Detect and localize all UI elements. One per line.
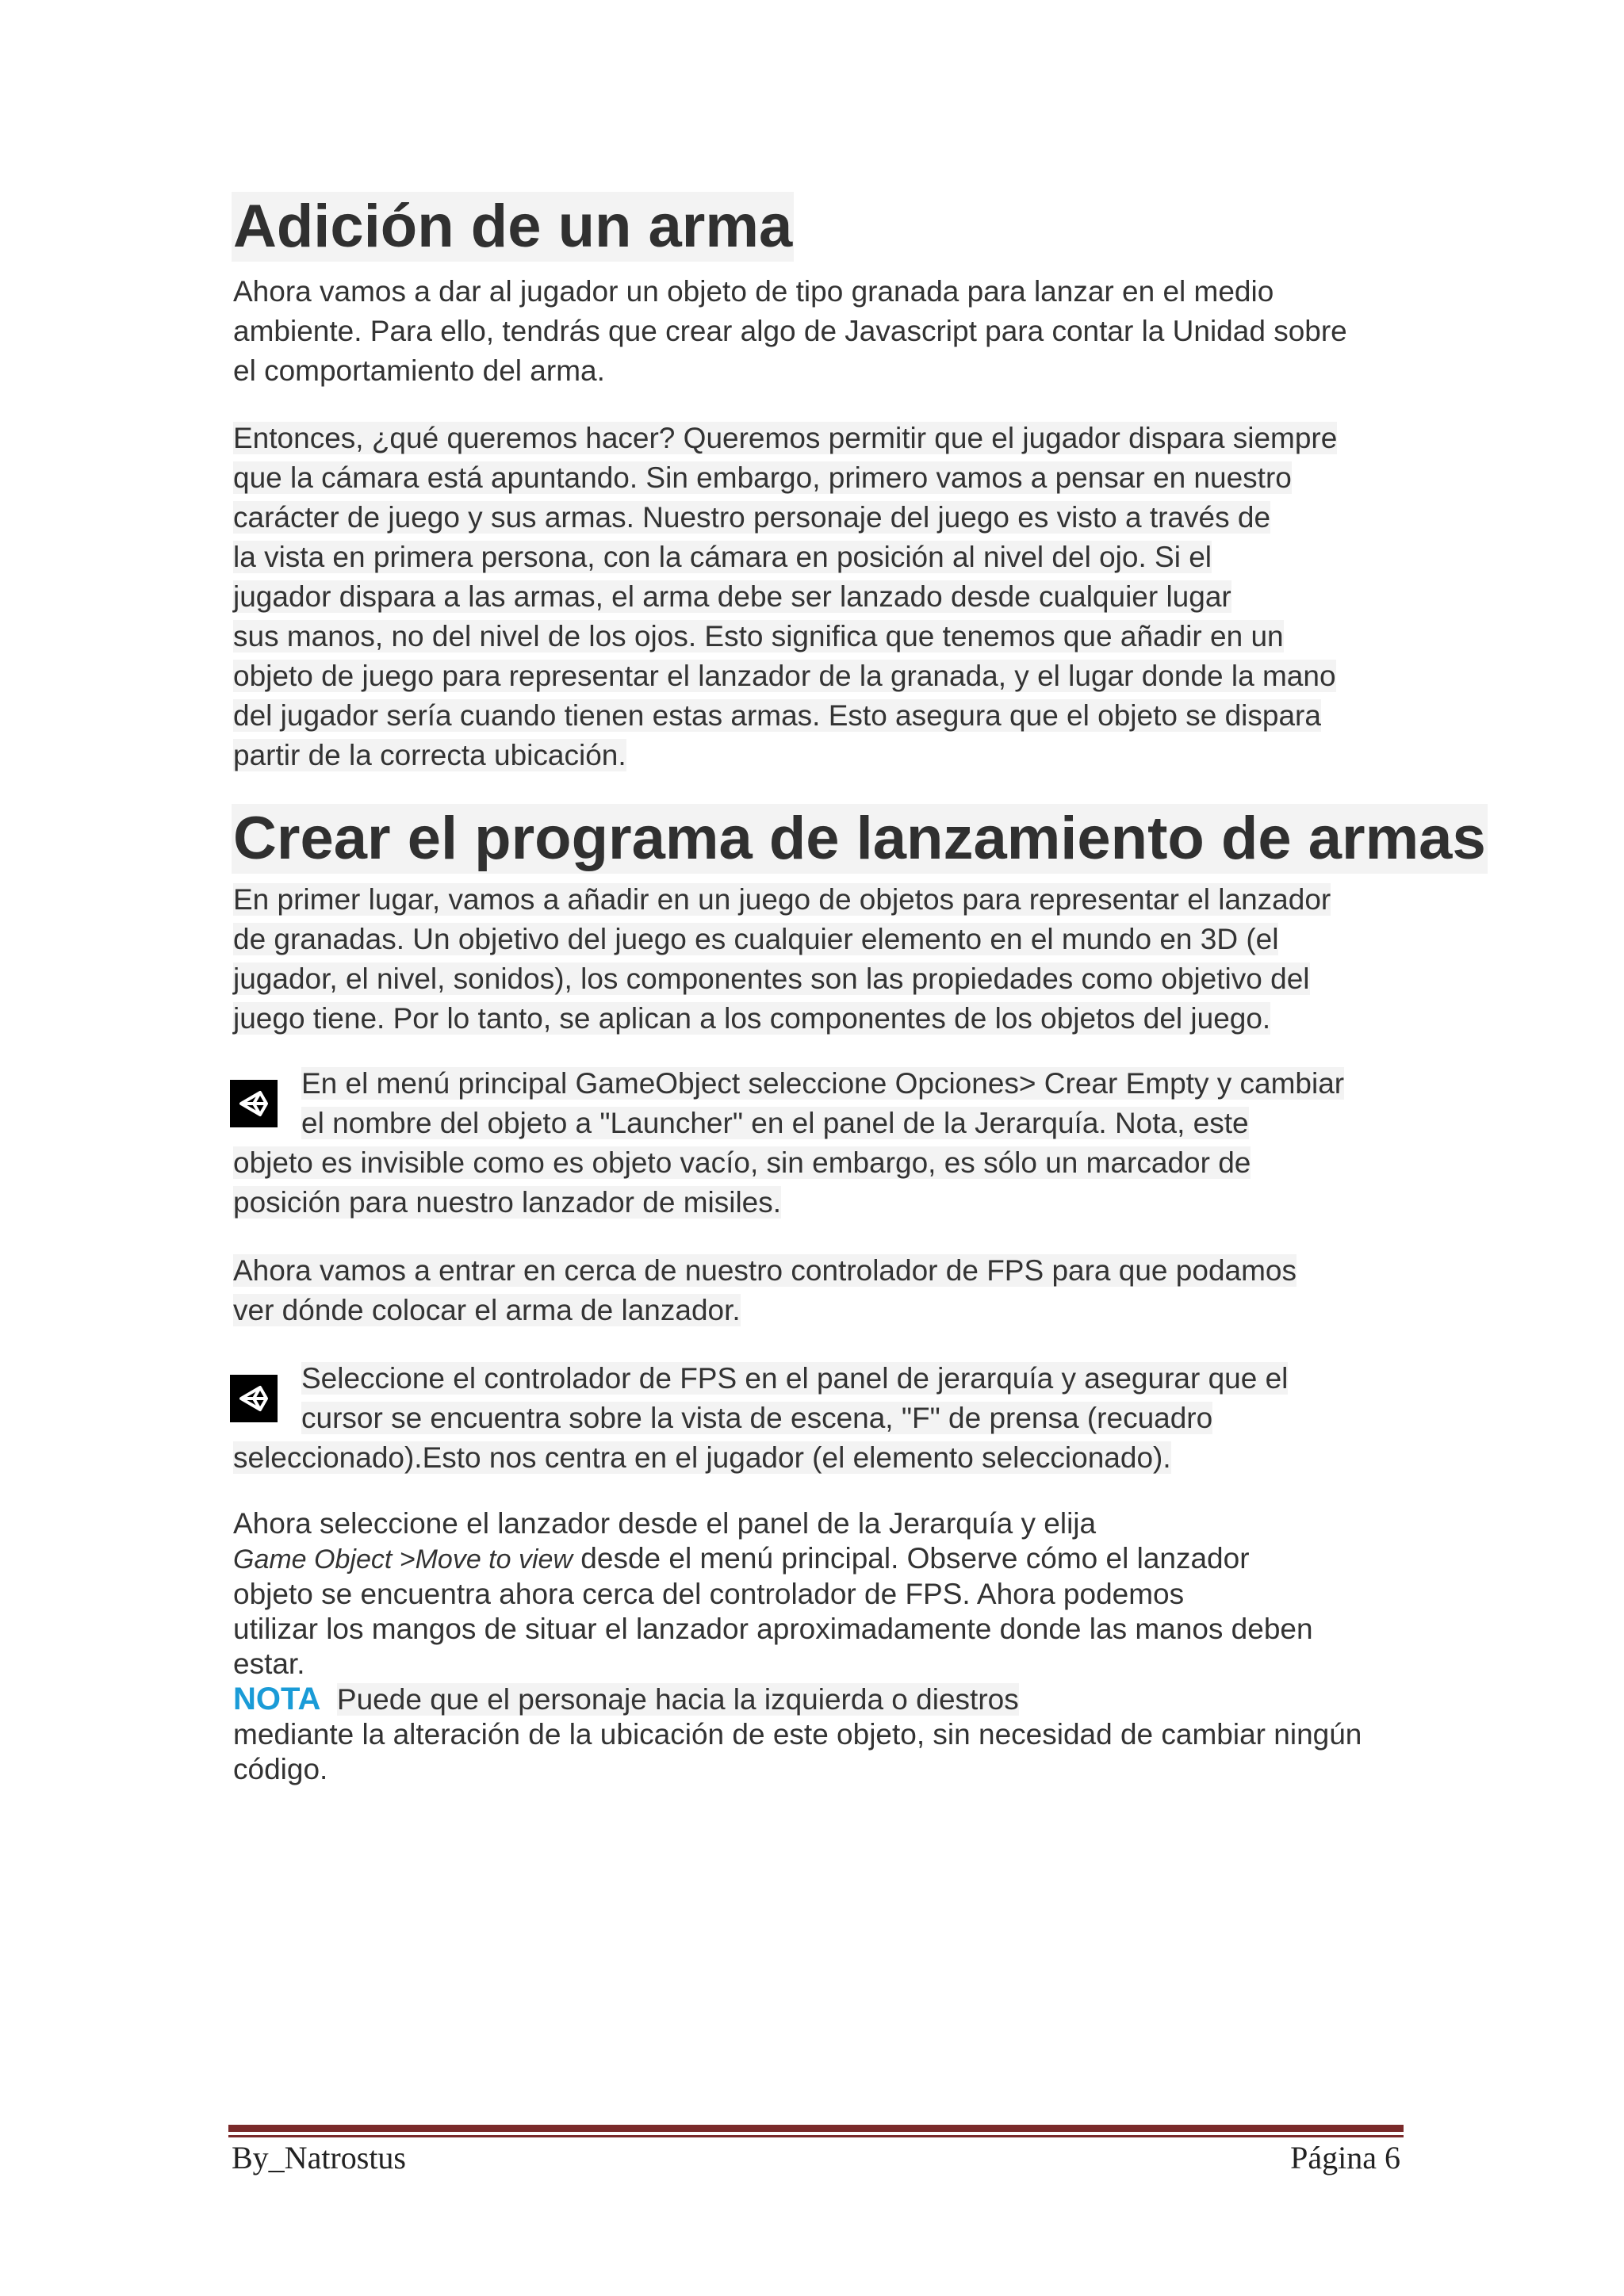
text-line: código.	[233, 1753, 328, 1785]
section2-para2	[233, 1251, 1407, 1330]
text-line: Seleccione el controlador de FPS en el panel de jerarquía y asegurar que el	[301, 1362, 1289, 1395]
menu-path-italic: Game Object >Move to view	[233, 1544, 573, 1575]
text-line: utilizar los mangos de situar el lanzador aproximadamente donde las manos deben	[233, 1613, 1313, 1645]
text-line: cursor se encuentra sobre la vista de escena, "F" de prensa (recuadro	[301, 1402, 1213, 1434]
text-line: partir de la correcta ubicación.	[233, 739, 626, 771]
text-line: carácter de juego y sus armas. Nuestro personaje del juego es visto a través de	[233, 501, 1271, 534]
nota-line	[233, 1682, 1407, 1717]
text-line: ambiente. Para ello, tendrás que crear algo de Javascript para contar la Unidad sobre	[233, 315, 1347, 347]
text-line: mediante la alteración de la ubicación de este objeto, sin necesidad de cambiar ningún	[233, 1718, 1362, 1751]
section-title-crear-programa: Crear el programa de lanzamiento de armas	[233, 805, 1486, 872]
text-line: el comportamiento del arma.	[233, 354, 605, 387]
text-line: de granadas. Un objetivo del juego es cualquier elemento en el mundo en 3D (el	[233, 923, 1279, 955]
footer-rule-thin	[228, 2135, 1404, 2137]
text-line: jugador dispara a las armas, el arma debe ser lanzado desde cualquier lugar	[233, 580, 1231, 613]
text-fragment: desde el menú principal. Observe cómo el lanzador	[573, 1542, 1250, 1575]
text-line: la vista en primera persona, con la cámara en posición al nivel del ojo. Si el	[233, 541, 1212, 573]
section2-intro	[233, 880, 1407, 1039]
text-line: objeto se encuentra ahora cerca del controlador de FPS. Ahora podemos	[233, 1578, 1185, 1610]
text-line: En primer lugar, vamos a añadir en un juego de objetos para representar el lanzador	[233, 883, 1331, 916]
step1-text	[233, 1064, 1407, 1223]
text-line: Ahora seleccione el lanzador desde el panel de la Jerarquía y elija	[233, 1507, 1097, 1540]
footer-author: By_Natrostus	[232, 2140, 406, 2175]
text-line: objeto es invisible como es objeto vacío, sin embargo, es sólo un marcador de	[233, 1146, 1251, 1179]
text-line: juego tiene. Por lo tanto, se aplican a los componentes de los objetos del juego.	[233, 1002, 1271, 1035]
text-line: En el menú principal GameObject seleccione Opciones> Crear Empty y cambiar	[301, 1067, 1345, 1100]
footer-page-number: Página 6	[1290, 2140, 1400, 2175]
text-line: estar.	[233, 1647, 305, 1680]
text-line: Entonces, ¿qué queremos hacer? Queremos permitir que el jugador dispara siempre	[233, 422, 1338, 454]
text-line: seleccionado).Esto nos centra en el jugador (el elemento seleccionado).	[233, 1441, 1171, 1474]
text-line: del jugador sería cuando tienen estas armas. Esto asegura que el objeto se dispara	[233, 699, 1321, 732]
text-line: Ahora vamos a dar al jugador un objeto de tipo granada para lanzar en el medio	[233, 275, 1274, 308]
text-line: Ahora vamos a entrar en cerca de nuestro controlador de FPS para que podamos	[233, 1254, 1297, 1287]
text-line: que la cámara está apuntando. Sin embargo, primero vamos a pensar en nuestro	[233, 461, 1292, 494]
text-line-with-italic	[233, 1541, 1407, 1577]
text-line: objeto de juego para representar el lanzador de la granada, y el lugar donde la mano	[233, 660, 1336, 692]
text-line: jugador, el nivel, sonidos), los componentes son las propiedades como objetivo del	[233, 962, 1310, 995]
section1-intro	[233, 272, 1407, 391]
step2-text	[233, 1359, 1407, 1478]
nota-label: NOTA	[233, 1682, 321, 1716]
section-title-adicion: Adición de un arma	[233, 193, 793, 260]
text-line: sus manos, no del nivel de los ojos. Esto significa que tenemos que añadir en un	[233, 620, 1284, 652]
text-line: el nombre del objeto a "Launcher" en el panel de la Jerarquía. Nota, este	[301, 1107, 1249, 1139]
text-line: posición para nuestro lanzador de misiles.	[233, 1186, 782, 1219]
footer-rule	[228, 2125, 1404, 2132]
nota-text: Puede que el personaje hacia la izquierda o diestros	[336, 1683, 1019, 1716]
text-line: ver dónde colocar el arma de lanzador.	[233, 1294, 741, 1326]
section2-para3	[233, 1506, 1407, 1787]
section1-body	[233, 419, 1407, 775]
